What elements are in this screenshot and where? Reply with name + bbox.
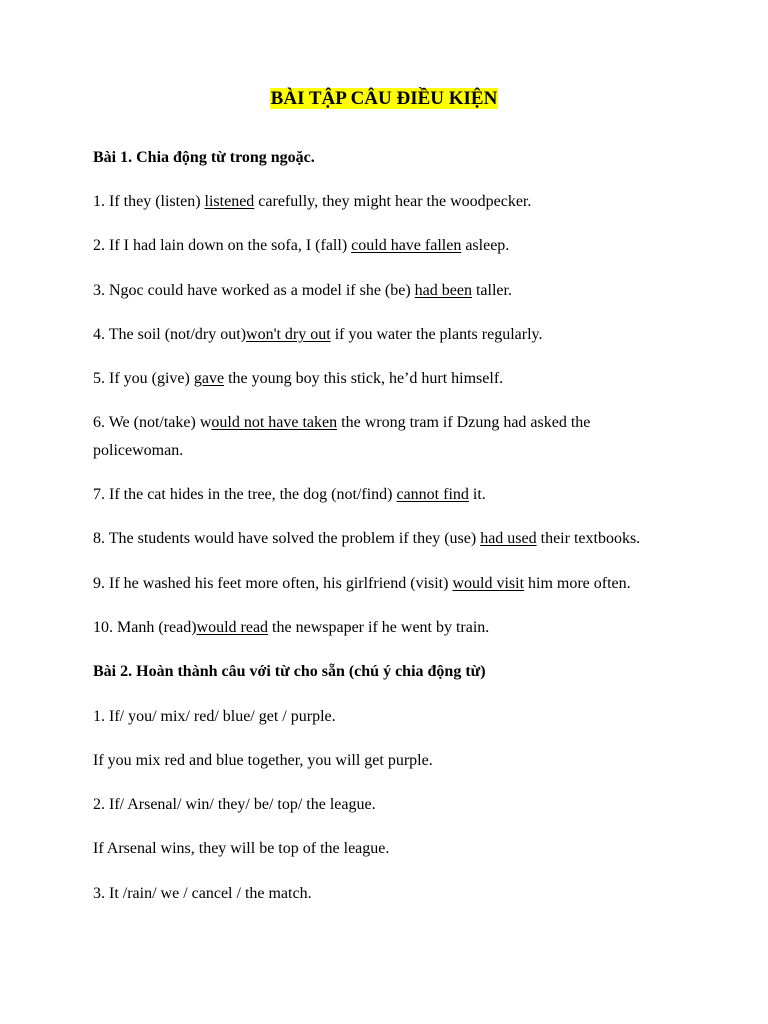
item-rest: the newspaper if he went by train. bbox=[268, 619, 490, 636]
exercise-2-line-4: If Arsenal wins, they will be top of the league. bbox=[93, 840, 390, 857]
item-answer: gave bbox=[193, 370, 225, 387]
item-answer: could have fallen bbox=[351, 237, 462, 254]
item-answer: had been bbox=[414, 282, 472, 299]
item-answer: listened bbox=[204, 193, 255, 210]
exercise-1-item-5 bbox=[93, 365, 693, 393]
item-prompt: 8. The students would have solved the problem if they (use) bbox=[93, 530, 481, 547]
item-prompt: 4. The soil (not/dry out) bbox=[93, 326, 247, 343]
item-answer: would read bbox=[196, 619, 269, 636]
exercise-2-line-5: 3. It /rain/ we / cancel / the match. bbox=[93, 885, 312, 902]
item-rest: asleep. bbox=[461, 237, 510, 254]
item-answer: had used bbox=[480, 530, 537, 547]
item-prompt: 2. If I had lain down on the sofa, I (fall) bbox=[93, 237, 352, 254]
exercise-1-item-2 bbox=[93, 232, 693, 260]
item-prompt: 1. If they (listen) bbox=[93, 193, 205, 210]
item-answer: won't dry out bbox=[246, 326, 331, 343]
item-answer: cannot find bbox=[396, 486, 469, 503]
item-rest: their textbooks. bbox=[536, 530, 641, 547]
exercise-1-item-4 bbox=[93, 321, 693, 349]
exercise-1-item-10 bbox=[93, 614, 693, 642]
exercise-1-item-6 bbox=[93, 409, 653, 465]
item-rest: if you water the plants regularly. bbox=[330, 326, 543, 343]
document-title bbox=[0, 86, 768, 112]
exercise-1-item-1 bbox=[93, 188, 693, 216]
exercise-1-item-8 bbox=[93, 525, 693, 553]
exercise-2-line-3: 2. If/ Arsenal/ win/ they/ be/ top/ the league. bbox=[93, 796, 376, 813]
item-answer: ould not have taken bbox=[211, 414, 338, 431]
item-rest: the young boy this stick, he’d hurt himself. bbox=[224, 370, 504, 387]
exercise-1-item-9 bbox=[93, 570, 693, 598]
item-answer: would visit bbox=[452, 575, 525, 592]
item-prompt: 5. If you (give) bbox=[93, 370, 194, 387]
title-highlight: BÀI TẬP CÂU ĐIỀU KIỆN bbox=[270, 88, 498, 109]
item-prompt: 9. If he washed his feet more often, his girlfriend (visit) bbox=[93, 575, 453, 592]
exercise-2-heading: Bài 2. Hoàn thành câu với từ cho sẵn (chú ý chia động từ) bbox=[93, 663, 486, 680]
item-rest: taller. bbox=[471, 282, 512, 299]
item-rest: the wrong tram if Dzung had asked the policewoman. bbox=[93, 414, 591, 459]
item-prompt: 10. Manh (read) bbox=[93, 619, 197, 636]
exercise-2-line-2: If you mix red and blue together, you will get purple. bbox=[93, 752, 433, 769]
exercise-2-line-1: 1. If/ you/ mix/ red/ blue/ get / purple. bbox=[93, 708, 336, 725]
exercise-1-item-7 bbox=[93, 481, 693, 509]
item-prompt: 6. We (not/take) w bbox=[93, 414, 212, 431]
item-rest: carefully, they might hear the woodpecker. bbox=[254, 193, 532, 210]
item-prompt: 3. Ngoc could have worked as a model if she (be) bbox=[93, 282, 415, 299]
exercise-1-heading: Bài 1. Chia động từ trong ngoặc. bbox=[93, 149, 315, 166]
item-prompt: 7. If the cat hides in the tree, the dog (not/find) bbox=[93, 486, 397, 503]
item-rest: it. bbox=[468, 486, 486, 503]
item-rest: him more often. bbox=[524, 575, 631, 592]
exercise-1-item-3 bbox=[93, 277, 693, 305]
